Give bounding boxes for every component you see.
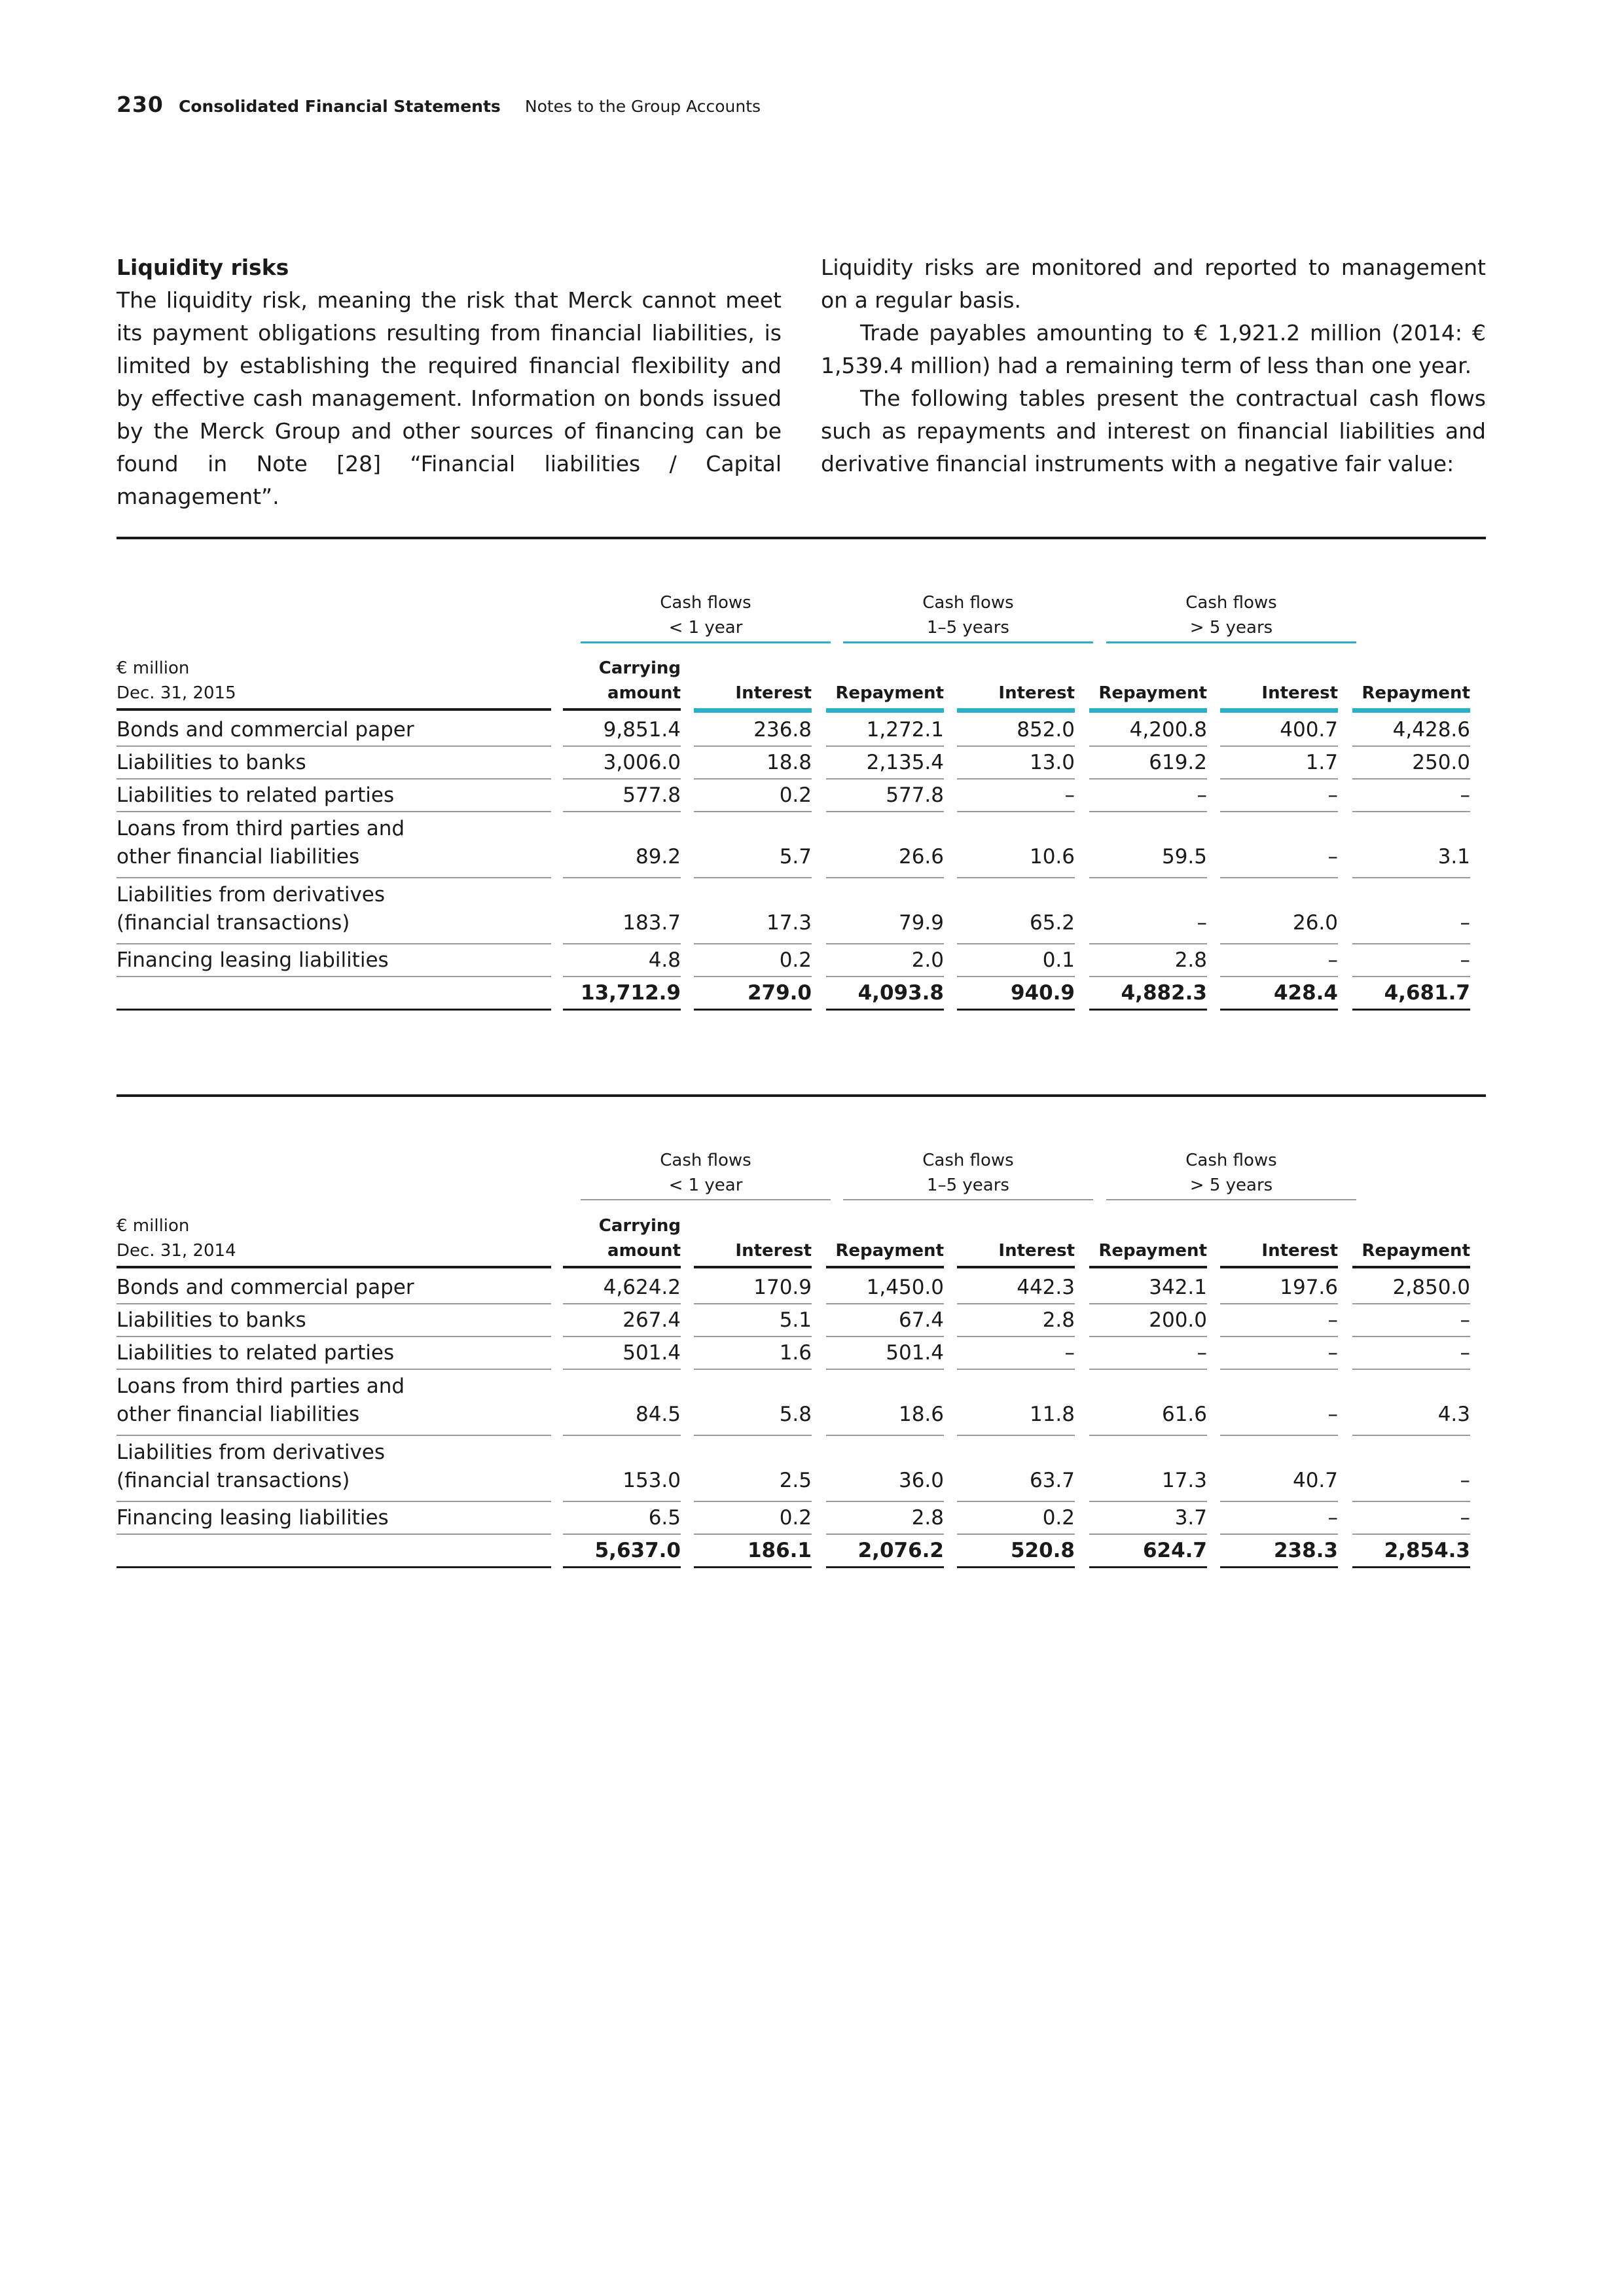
header-rule-column (826, 1266, 944, 1268)
row-rule (826, 745, 944, 747)
row-label: Liabilities from derivatives (117, 1441, 386, 1464)
row-rule (826, 1303, 944, 1304)
table-cell: 4,428.6 (1392, 718, 1470, 742)
row-rule (1089, 1534, 1207, 1535)
table-cell: 5.8 (779, 1403, 812, 1426)
row-rule (563, 1336, 681, 1337)
row-rule (1220, 778, 1338, 780)
total-cell: 5,637.0 (594, 1539, 681, 1562)
row-rule (563, 778, 681, 780)
column-group-period: < 1 year (668, 618, 743, 637)
row-label: Financing leasing liabilities (117, 1506, 389, 1530)
row-rule (117, 943, 551, 944)
row-rule (1089, 778, 1207, 780)
total-rule (1220, 1566, 1338, 1568)
table-cell: 4.8 (648, 948, 681, 972)
header-rule-label (117, 1266, 551, 1268)
table-cell: 10.6 (1029, 845, 1075, 869)
column-group-title: Cash flows (660, 593, 751, 613)
table-cell: – (1460, 911, 1470, 935)
total-rule (117, 1566, 551, 1568)
row-rule (694, 1534, 812, 1535)
column-group-title: Cash flows (1185, 1151, 1277, 1170)
table-cell: 250.0 (1412, 751, 1470, 774)
row-rule (1352, 1303, 1470, 1304)
row-label: Liabilities to related parties (117, 1341, 395, 1365)
row-rule (1089, 1435, 1207, 1436)
paragraph: The following tables present the contractual cash flows such as repayments and interest on financial liabilities and derivative financial instruments with a negative fair value: (821, 386, 1486, 476)
column-header-interest: Interest (735, 683, 812, 703)
table-cell: 0.2 (779, 1506, 812, 1530)
row-rule (694, 1336, 812, 1337)
row-rule (826, 1534, 944, 1535)
table-cell: 501.4 (886, 1341, 944, 1365)
row-rule (1089, 943, 1207, 944)
header-rule-column (1089, 708, 1207, 713)
row-rule (826, 1336, 944, 1337)
table-cell: – (1327, 1506, 1338, 1530)
table-cell: 9,851.4 (603, 718, 681, 742)
row-rule (957, 1501, 1075, 1502)
row-rule (957, 877, 1075, 878)
table-cell: 3.1 (1437, 845, 1470, 869)
row-rule (694, 976, 812, 977)
column-header-repayment: Repayment (1362, 683, 1470, 703)
row-rule (1220, 1336, 1338, 1337)
row-rule (563, 1534, 681, 1535)
table-cell: – (1327, 948, 1338, 972)
table-cell: – (1064, 783, 1075, 807)
row-rule (826, 943, 944, 944)
table-cell: 200.0 (1149, 1308, 1207, 1332)
table-cell: 4,624.2 (603, 1276, 681, 1299)
intro-column-right (821, 251, 1486, 480)
table-cell: 577.8 (623, 783, 681, 807)
table-cell: 153.0 (623, 1469, 681, 1492)
date-label: Dec. 31, 2014 (117, 1241, 236, 1261)
row-rule (694, 1501, 812, 1502)
column-header-amount: amount (607, 1241, 681, 1261)
table-cell: 11.8 (1029, 1403, 1075, 1426)
row-rule (1220, 976, 1338, 977)
column-group-period: > 5 years (1189, 1175, 1273, 1195)
column-group-rule (581, 1199, 831, 1200)
row-rule (1352, 1435, 1470, 1436)
table-cell: – (1327, 1403, 1338, 1426)
total-cell: 238.3 (1273, 1539, 1338, 1562)
column-group-period: 1–5 years (927, 1175, 1009, 1195)
table-cell: 2.8 (1042, 1308, 1075, 1332)
row-rule (957, 1369, 1075, 1370)
table-cell: 197.6 (1280, 1276, 1338, 1299)
row-rule (957, 1303, 1075, 1304)
row-rule (1220, 745, 1338, 747)
cash-flow-table-2015 (117, 537, 1486, 1047)
table-cell: 26.0 (1292, 911, 1338, 935)
table-cell: 0.2 (779, 783, 812, 807)
row-rule (117, 1303, 551, 1304)
table-cell: 5.7 (779, 845, 812, 869)
row-rule (694, 943, 812, 944)
paragraph: The liquidity risk, meaning the risk that Merck cannot meet its payment obligations resulting from financial liabilities, is limited by establishing the required financial flexibility and by effective cash management. Information on bonds issued by the Merck Group and other sources of financing can be found in Note [28] “Financial liabilities / Capital management”. (117, 287, 782, 509)
header-rule-column (826, 708, 944, 713)
row-rule (1089, 976, 1207, 977)
table-cell: 1,272.1 (866, 718, 944, 742)
row-rule (826, 1369, 944, 1370)
row-rule (117, 745, 551, 747)
total-rule (1220, 1009, 1338, 1011)
table-cell: – (1460, 783, 1470, 807)
total-cell: 13,712.9 (581, 981, 681, 1005)
row-rule (563, 976, 681, 977)
row-rule (1220, 1369, 1338, 1370)
row-rule (1352, 1336, 1470, 1337)
column-group-period: 1–5 years (927, 618, 1009, 637)
table-cell: 267.4 (623, 1308, 681, 1332)
header-rule-column (1352, 1266, 1470, 1268)
unit-label: € million (117, 1216, 190, 1236)
table-cell: 2.8 (1174, 948, 1207, 972)
row-rule (563, 877, 681, 878)
total-rule (826, 1009, 944, 1011)
total-rule (957, 1009, 1075, 1011)
total-rule (957, 1566, 1075, 1568)
row-rule (957, 943, 1075, 944)
row-rule (1220, 1303, 1338, 1304)
row-rule (826, 1435, 944, 1436)
column-header-amount: amount (607, 683, 681, 703)
row-rule (117, 778, 551, 780)
header-rule-column (1089, 1266, 1207, 1268)
row-rule (1220, 943, 1338, 944)
column-header-interest: Interest (735, 1241, 812, 1261)
column-group-rule (843, 641, 1093, 643)
row-rule (694, 1369, 812, 1370)
row-rule (117, 811, 551, 812)
row-rule (826, 877, 944, 878)
header-rule-column (957, 1266, 1075, 1268)
table-cell: 5.1 (779, 1308, 812, 1332)
table-cell: 170.9 (753, 1276, 812, 1299)
table-cell: – (1460, 1308, 1470, 1332)
table-cell: 2.5 (779, 1469, 812, 1492)
table-cell: 0.1 (1042, 948, 1075, 972)
row-rule (826, 778, 944, 780)
total-cell: 186.1 (747, 1539, 812, 1562)
column-header-interest: Interest (998, 683, 1075, 703)
intro-column-left (117, 251, 782, 513)
table-cell: – (1460, 1506, 1470, 1530)
total-cell: 428.4 (1273, 981, 1338, 1005)
column-group-period: < 1 year (668, 1175, 743, 1195)
table-cell: 13.0 (1029, 751, 1075, 774)
table-cell: 63.7 (1029, 1469, 1075, 1492)
table-cell: 501.4 (623, 1341, 681, 1365)
table-cell: 6.5 (648, 1506, 681, 1530)
column-header-repayment: Repayment (835, 683, 944, 703)
row-rule (563, 1435, 681, 1436)
table-cell: – (1327, 845, 1338, 869)
table-cell: 61.6 (1161, 1403, 1207, 1426)
column-group-rule (843, 1199, 1093, 1200)
total-rule (694, 1009, 812, 1011)
column-header-interest: Interest (1261, 1241, 1338, 1261)
column-header-repayment: Repayment (835, 1241, 944, 1261)
paragraph: Trade payables amounting to € 1,921.2 million (2014: € 1,539.4 million) had a remaining term of less than one year. (821, 320, 1486, 378)
table-cell: 1.6 (779, 1341, 812, 1365)
table-cell: – (1197, 911, 1207, 935)
row-rule (1220, 811, 1338, 812)
row-rule (957, 811, 1075, 812)
total-rule (1352, 1009, 1470, 1011)
table-cell: 852.0 (1017, 718, 1075, 742)
total-rule (826, 1566, 944, 1568)
section-heading: Liquidity risks (117, 255, 289, 280)
row-rule (1089, 877, 1207, 878)
table-cell: 26.6 (898, 845, 944, 869)
table-top-rule (117, 1094, 1486, 1097)
column-header-interest: Interest (1261, 683, 1338, 703)
row-rule (563, 943, 681, 944)
table-cell: 236.8 (753, 718, 812, 742)
row-rule (826, 1501, 944, 1502)
header-rule-column (1220, 708, 1338, 713)
row-rule (694, 811, 812, 812)
row-rule (1220, 1501, 1338, 1502)
header-rule-column (563, 1266, 681, 1268)
table-cell: 40.7 (1292, 1469, 1338, 1492)
column-group-title: Cash flows (922, 1151, 1014, 1170)
row-rule (563, 1303, 681, 1304)
header-rule-column (957, 708, 1075, 713)
total-cell: 940.9 (1010, 981, 1075, 1005)
row-rule (1352, 1501, 1470, 1502)
table-cell: 67.4 (898, 1308, 944, 1332)
row-rule (1220, 1534, 1338, 1535)
row-rule (1352, 778, 1470, 780)
row-rule (694, 745, 812, 747)
table-cell: 36.0 (898, 1469, 944, 1492)
unit-label: € million (117, 658, 190, 678)
row-rule (1352, 745, 1470, 747)
total-cell: 2,076.2 (857, 1539, 944, 1562)
row-rule (117, 877, 551, 878)
column-group-title: Cash flows (660, 1151, 751, 1170)
total-rule (563, 1009, 681, 1011)
table-cell: 79.9 (898, 911, 944, 935)
table-cell: 59.5 (1161, 845, 1207, 869)
row-rule (1220, 1435, 1338, 1436)
row-rule (563, 1501, 681, 1502)
table-cell: 577.8 (886, 783, 944, 807)
row-rule (957, 745, 1075, 747)
column-group-rule (581, 641, 831, 643)
row-rule (1352, 877, 1470, 878)
row-label: Liabilities to banks (117, 1308, 306, 1332)
section-title: Consolidated Financial Statements (178, 97, 501, 116)
row-rule (117, 1534, 551, 1535)
row-rule (117, 1369, 551, 1370)
row-label-continued: other financial liabilities (117, 845, 360, 869)
row-rule (694, 778, 812, 780)
table-cell: – (1197, 1341, 1207, 1365)
row-rule (1352, 1534, 1470, 1535)
table-cell: – (1460, 1341, 1470, 1365)
subsection-title: Notes to the Group Accounts (524, 97, 761, 116)
row-rule (694, 877, 812, 878)
table-cell: 17.3 (766, 911, 812, 935)
row-rule (1352, 943, 1470, 944)
table-cell: 0.2 (779, 948, 812, 972)
table-cell: 89.2 (635, 845, 681, 869)
column-group-rule (1106, 641, 1356, 643)
column-header-carrying: Carrying (598, 658, 681, 678)
row-rule (1089, 745, 1207, 747)
row-label: Financing leasing liabilities (117, 948, 389, 972)
table-cell: 3,006.0 (603, 751, 681, 774)
row-rule (1352, 976, 1470, 977)
row-rule (957, 778, 1075, 780)
total-cell: 279.0 (747, 981, 812, 1005)
table-cell: – (1064, 1341, 1075, 1365)
table-cell: – (1327, 1308, 1338, 1332)
table-cell: 84.5 (635, 1403, 681, 1426)
table-cell: 619.2 (1149, 751, 1207, 774)
header-rule-column (1220, 1266, 1338, 1268)
column-group-title: Cash flows (1185, 593, 1277, 613)
column-group-period: > 5 years (1189, 618, 1273, 637)
row-label: Loans from third parties and (117, 1374, 405, 1398)
header-rule-column (694, 708, 812, 713)
table-cell: 1.7 (1305, 751, 1338, 774)
row-rule (117, 976, 551, 977)
header-rule-column (1352, 708, 1470, 713)
total-cell: 520.8 (1010, 1539, 1075, 1562)
row-rule (957, 1336, 1075, 1337)
header-rule-column (563, 708, 681, 711)
row-rule (117, 1336, 551, 1337)
column-header-carrying: Carrying (598, 1216, 681, 1236)
row-rule (563, 745, 681, 747)
table-cell: 400.7 (1280, 718, 1338, 742)
table-cell: – (1327, 1341, 1338, 1365)
row-rule (117, 1501, 551, 1502)
total-rule (563, 1566, 681, 1568)
row-rule (1352, 1369, 1470, 1370)
table-cell: – (1460, 1469, 1470, 1492)
row-label: Loans from third parties and (117, 817, 405, 840)
date-label: Dec. 31, 2015 (117, 683, 236, 703)
row-rule (957, 976, 1075, 977)
column-group-rule (1106, 1199, 1356, 1200)
table-cell: 18.8 (766, 751, 812, 774)
row-label: Liabilities to banks (117, 751, 306, 774)
row-label: Bonds and commercial paper (117, 1276, 414, 1299)
table-cell: – (1197, 783, 1207, 807)
table-cell: 342.1 (1149, 1276, 1207, 1299)
total-rule (1089, 1009, 1207, 1011)
row-rule (563, 811, 681, 812)
table-cell: 2.0 (911, 948, 944, 972)
table-cell: 4,200.8 (1129, 718, 1207, 742)
table-cell: 17.3 (1161, 1469, 1207, 1492)
column-header-repayment: Repayment (1098, 1241, 1207, 1261)
table-cell: 183.7 (623, 911, 681, 935)
header-rule-column (694, 1266, 812, 1268)
row-rule (117, 1435, 551, 1436)
table-cell: 18.6 (898, 1403, 944, 1426)
row-rule (1089, 1369, 1207, 1370)
column-header-interest: Interest (998, 1241, 1075, 1261)
table-cell: – (1460, 948, 1470, 972)
total-cell: 4,093.8 (857, 981, 944, 1005)
row-rule (826, 811, 944, 812)
table-cell: 2.8 (911, 1506, 944, 1530)
row-label-continued: (financial transactions) (117, 1469, 350, 1492)
row-rule (1089, 1501, 1207, 1502)
total-cell: 2,854.3 (1384, 1539, 1470, 1562)
total-rule (117, 1009, 551, 1011)
row-rule (1089, 1336, 1207, 1337)
row-label: Liabilities from derivatives (117, 883, 386, 906)
column-header-repayment: Repayment (1362, 1241, 1470, 1261)
row-rule (563, 1369, 681, 1370)
total-cell: 4,882.3 (1121, 981, 1207, 1005)
cash-flow-table-2014 (117, 1094, 1486, 1605)
page-header (117, 92, 761, 118)
table-cell: 2,135.4 (866, 751, 944, 774)
row-rule (957, 1435, 1075, 1436)
table-cell: 1,450.0 (866, 1276, 944, 1299)
paragraph: Liquidity risks are monitored and reported to management on a regular basis. (821, 255, 1486, 313)
header-rule-label (117, 708, 551, 711)
column-header-repayment: Repayment (1098, 683, 1207, 703)
row-label: Bonds and commercial paper (117, 718, 414, 742)
column-group-title: Cash flows (922, 593, 1014, 613)
row-label-continued: (financial transactions) (117, 911, 350, 935)
row-label-continued: other financial liabilities (117, 1403, 360, 1426)
total-rule (1352, 1566, 1470, 1568)
row-rule (957, 1534, 1075, 1535)
table-cell: 0.2 (1042, 1506, 1075, 1530)
total-rule (694, 1566, 812, 1568)
row-rule (1089, 1303, 1207, 1304)
table-cell: – (1327, 783, 1338, 807)
table-cell: 442.3 (1017, 1276, 1075, 1299)
table-cell: 4.3 (1437, 1403, 1470, 1426)
row-rule (1220, 877, 1338, 878)
table-top-rule (117, 537, 1486, 539)
row-rule (694, 1303, 812, 1304)
total-cell: 624.7 (1142, 1539, 1207, 1562)
page-number: 230 (117, 92, 164, 117)
table-cell: 2,850.0 (1392, 1276, 1470, 1299)
total-cell: 4,681.7 (1384, 981, 1470, 1005)
table-cell: 65.2 (1029, 911, 1075, 935)
total-rule (1089, 1566, 1207, 1568)
row-rule (1352, 811, 1470, 812)
row-label: Liabilities to related parties (117, 783, 395, 807)
table-cell: 3.7 (1174, 1506, 1207, 1530)
row-rule (694, 1435, 812, 1436)
row-rule (1089, 811, 1207, 812)
row-rule (826, 976, 944, 977)
